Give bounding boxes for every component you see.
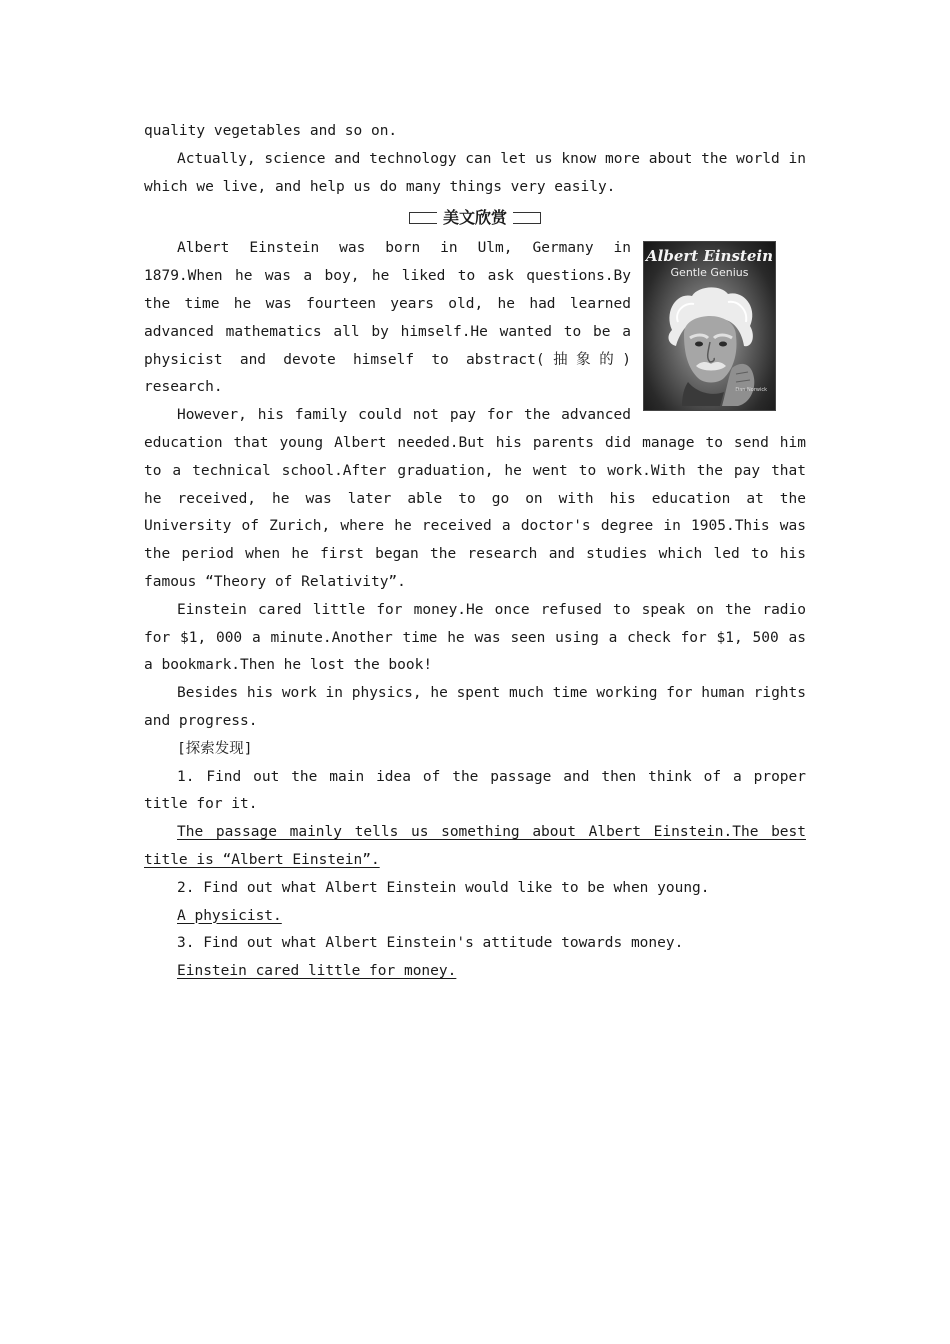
answer-3-text: Einstein cared little for money. xyxy=(177,963,457,980)
book-cover-image xyxy=(643,241,776,411)
question-1: 1. Find out the main idea of the passage and then think of a proper title for it. xyxy=(144,768,806,813)
section-decor-right xyxy=(513,212,537,224)
passage-paragraph-3: Einstein cared little for money.He once refused to speak on the radio for $1, 000 a minute.Another time he was seen using a check for $1, 500 as a bookmark.Then he lost the book! xyxy=(144,601,806,674)
section-title: 美文欣赏 xyxy=(437,204,513,232)
answer-3 xyxy=(144,958,806,986)
passage-paragraph-2: However, his family could not pay for the advanced education that young Albert needed.But his parents did manage to send him to a technical school.After graduation, he went to work.With the pay that he received, he was later able to go on with his education at the University of Zurich, where he received a doctor's degree in 1905.This was the period when he first began the research and studies which led to his famous “Theory of Relativity”. xyxy=(144,407,806,590)
cover-title: Albert Einstein xyxy=(646,247,773,266)
answer-2 xyxy=(144,903,806,931)
cover-author: Dan Norwick xyxy=(735,386,767,393)
question-3: 3. Find out what Albert Einstein's attitude towards money. xyxy=(177,935,684,952)
section-decor-left xyxy=(413,212,437,224)
answer-1: The passage mainly tells us something about Albert Einstein.The best title is “Albert Einstein”. xyxy=(144,824,806,868)
passage-paragraph-1: Albert Einstein was born in Ulm, Germany in 1879.When he was a boy, he liked to ask questions.By the time he was fourteen years old, he had learned advanced mathematics all by himself.He wanted to be a physicist and devote himself to abstract(抽象的) research. xyxy=(144,240,631,396)
passage-paragraph-4: Besides his work in physics, he spent much time working for human rights and progress. xyxy=(144,685,806,729)
section-header xyxy=(144,201,806,235)
question-2: 2. Find out what Albert Einstein would like to be when young. xyxy=(177,879,710,896)
document-page xyxy=(144,118,806,986)
explore-heading: [探索发现] xyxy=(177,740,253,757)
intro-paragraph: Actually, science and technology can let us know more about the world in which we live, and help us do many things very easily. xyxy=(144,150,806,195)
article-body xyxy=(144,235,806,596)
intro-line: quality vegetables and so on. xyxy=(144,123,398,139)
cover-subtitle: Gentle Genius xyxy=(670,266,749,280)
answer-2-text: A physicist. xyxy=(177,907,282,924)
